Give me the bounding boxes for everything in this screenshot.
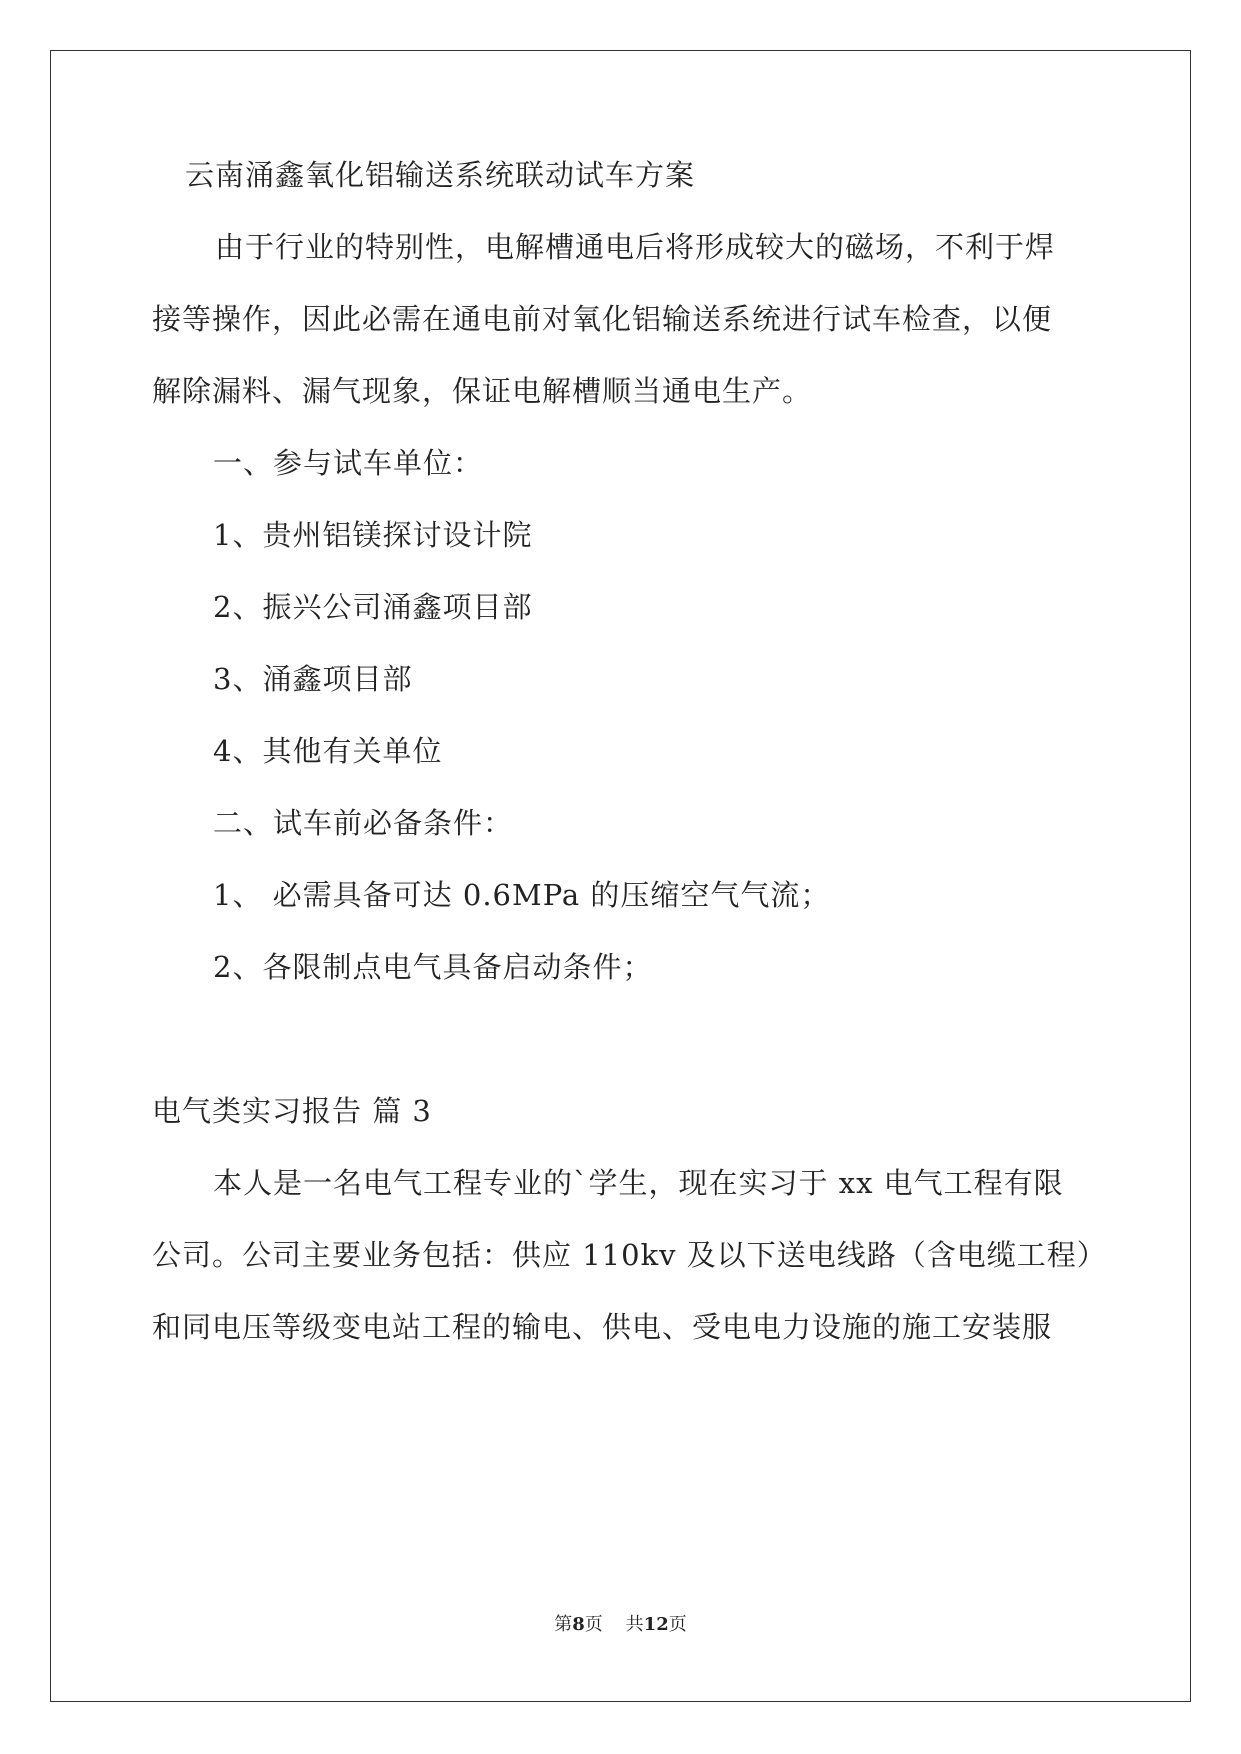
list-item: 2、各限制点电气具备启动条件；: [213, 950, 653, 984]
list-item: 2、振兴公司涌鑫项目部: [213, 590, 533, 624]
list-item: 1、贵州铝镁探讨设计院: [213, 518, 533, 552]
section-heading: 二、试车前必备条件：: [213, 806, 514, 840]
page-footer: [0, 1613, 1241, 1637]
footer-total-number: 12: [643, 1614, 669, 1635]
document-title: 云南涌鑫氧化铝输送系统联动试车方案: [185, 158, 696, 192]
footer-total-suffix: 页: [668, 1614, 687, 1635]
list-item: 4、其他有关单位: [213, 734, 443, 768]
section-heading: 一、参与试车单位：: [213, 446, 484, 480]
page-frame: [50, 50, 1191, 1702]
paragraph-line: 解除漏料、漏气现象，保证电解槽顺当通电生产。: [152, 374, 813, 408]
footer-page-number: 8: [572, 1614, 585, 1635]
article-heading: 电气类实习报告 篇 3: [152, 1094, 432, 1128]
footer-page-prefix: 第: [554, 1614, 573, 1635]
paragraph-line: 和同电压等级变电站工程的输电、供电、受电电力设施的施工安装服: [152, 1310, 1053, 1344]
footer-page-suffix: 页: [584, 1614, 603, 1635]
paragraph-line: 由于行业的特别性，电解槽通电后将形成较大的磁场，不利于焊: [215, 230, 1056, 264]
footer-total-prefix: 共: [625, 1614, 644, 1635]
list-item: 3、涌鑫项目部: [213, 662, 413, 696]
list-item: 1、 必需具备可达 0.6MPa 的压缩空气气流；: [213, 878, 831, 912]
paragraph-line: 公司。公司主要业务包括：供应 110kv 及以下送电线路（含电缆工程）: [152, 1238, 1107, 1272]
paragraph-line: 接等操作，因此必需在通电前对氧化铝输送系统进行试车检查，以便: [152, 302, 1053, 336]
paragraph-line: 本人是一名电气工程专业的`学生，现在实习于 xx 电气工程有限: [213, 1166, 1064, 1200]
